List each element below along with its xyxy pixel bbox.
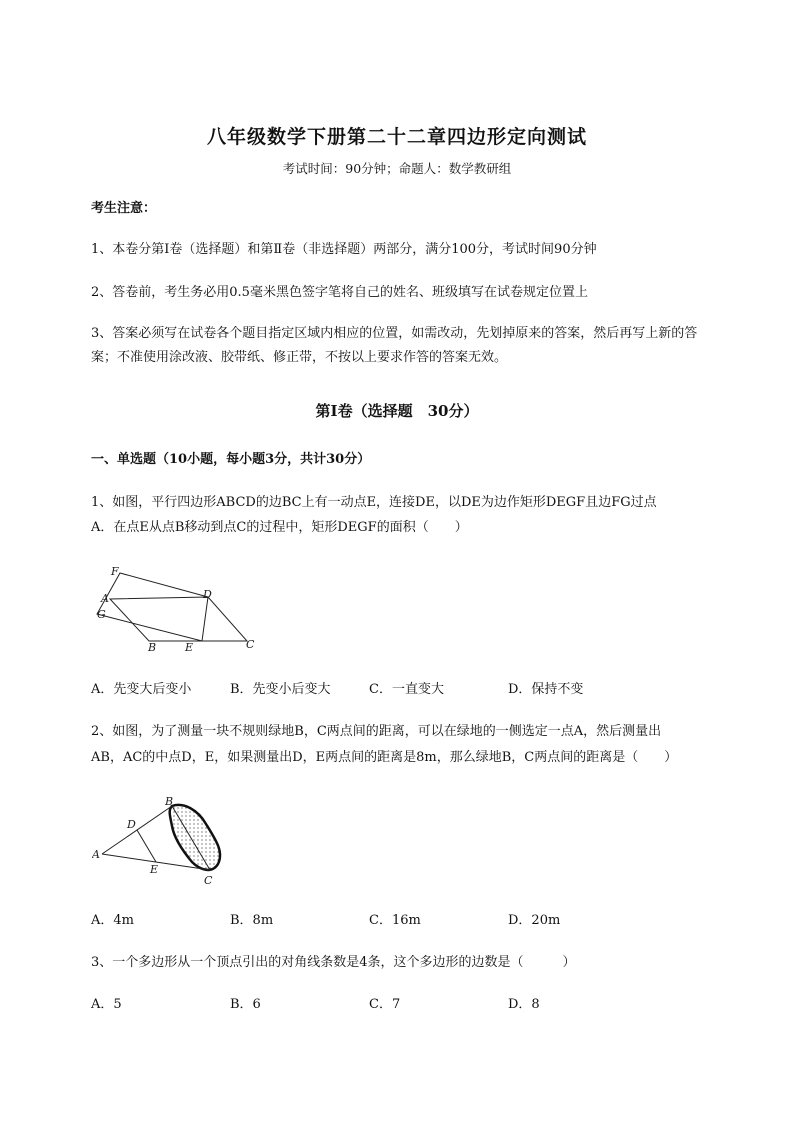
question-3-options [91,993,751,1017]
question-1-option-a[interactable]: A．先变大后变小 [91,682,192,697]
question-1-option-c[interactable]: C．一直变大 [369,682,444,697]
label-e: E [185,641,194,654]
label-g: G [97,608,106,621]
question-3-line-1: 3、一个多边形从一个顶点引出的对角线条数是4条，这个多边形的边数是（ ） [91,955,576,970]
section-title: 第I卷（选择题 30分） [315,402,479,420]
label-d: D [127,818,136,831]
label-b: B [165,795,174,808]
parallelogram-abcd [110,597,247,641]
label-e: E [150,863,159,876]
label-c: C [246,638,255,651]
label-a: A [101,592,109,605]
notice-item-1: 1、本卷分第I卷（选择题）和第Ⅱ卷（非选择题）两部分，满分100分，考试时间90分钟 [91,242,597,257]
question-2-option-a[interactable]: A．4m [91,913,134,928]
question-2-option-b[interactable]: B．8m [230,913,274,928]
question-1-option-b[interactable]: B．先变小后变大 [230,682,331,697]
notice-item-3: 3、答案必须写在试卷各个题目指定区域内相应的位置，如需改动，先划掉原来的答案，然后再写上新的答案；不准使用涂改液、胶带纸、修正带，不按以上要求作答的答案无效。 [91,326,698,365]
question-1-line-2: A．在点E从点B移动到点C的过程中，矩形DEGF的面积（ ） [91,520,468,535]
question-2-option-d[interactable]: D．20m [508,913,561,928]
question-3-option-a[interactable]: A．5 [91,997,122,1012]
question-1-line-1: 1、如图，平行四边形ABCD的边BC上有一动点E，连接DE，以DE为边作矩形DEGF且边FG过点 [91,495,657,510]
label-a: A [92,848,100,861]
question-2-line-2: AB，AC的中点D，E，如果测量出D，E两点间的距离是8m，那么绿地B，C两点间的距离是（ ） [91,750,678,765]
notice-heading: 考生注意： [91,201,157,216]
question-2-line-1: 2、如图，为了测量一块不规则绿地B，C两点间的距离，可以在绿地的一侧选定一点A，然后测量出 [91,724,662,739]
question-1-options [91,678,751,702]
question-1-figure [92,562,262,654]
exam-subtitle: 考试时间：90分钟；命题人：数学教研组 [282,161,512,176]
notice-item-2: 2、答卷前，考生务必用0.5毫米黑色签字笔将自己的姓名、班级填写在试卷规定位置上 [91,285,588,300]
question-1-option-d[interactable]: D．保持不变 [508,682,584,697]
question-3-option-c[interactable]: C．7 [369,997,401,1012]
question-2-figure [92,790,232,890]
label-d: D [203,588,212,601]
question-2-option-c[interactable]: C．16m [369,913,421,928]
rectangle-dfge [97,573,208,641]
label-f: F [111,565,119,578]
label-c: C [204,874,213,887]
question-2-options [91,909,751,933]
label-b: B [148,641,157,654]
part-heading: 一、单选题（10小题，每小题3分，共计30分） [91,452,371,467]
exam-title: 八年级数学下册第二十二章四边形定向测试 [206,126,587,148]
question-3-option-d[interactable]: D．8 [508,997,540,1012]
question-3-option-b[interactable]: B．6 [230,997,261,1012]
